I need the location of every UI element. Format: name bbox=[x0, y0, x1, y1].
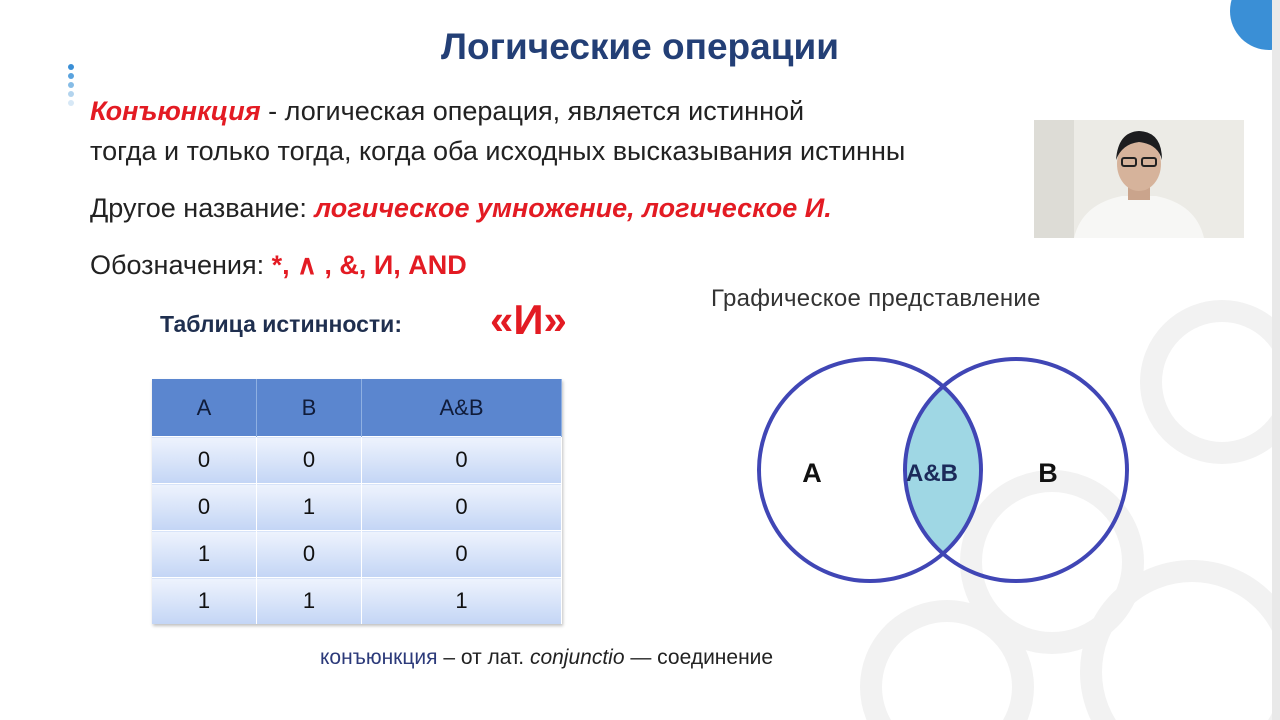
truth-table-cell: 1 bbox=[257, 578, 362, 625]
definition-line-2: тогда и только тогда, когда оба исходных высказывания истинны bbox=[90, 136, 906, 166]
truth-table-header: A bbox=[152, 379, 257, 437]
notation-line bbox=[90, 250, 467, 281]
alias-label: Другое название: bbox=[90, 193, 315, 223]
alias-line bbox=[90, 193, 832, 224]
footnote-keyword: конъюнкция bbox=[320, 646, 438, 669]
footnote-latin: conjunctio bbox=[529, 646, 625, 669]
truth-table-cell: 0 bbox=[257, 531, 362, 578]
slide-title: Логические операции bbox=[441, 26, 839, 67]
truth-table-row bbox=[152, 578, 562, 625]
truth-table bbox=[152, 379, 562, 624]
truth-table-header-row bbox=[152, 379, 562, 437]
truth-table-operator: «И» bbox=[490, 296, 567, 343]
truth-table-row bbox=[152, 531, 562, 578]
truth-table-header: A&B bbox=[362, 379, 562, 437]
truth-table-cell: 0 bbox=[152, 484, 257, 531]
truth-table-cell: 1 bbox=[362, 578, 562, 625]
venn-label-intersection: A&B bbox=[906, 460, 958, 487]
truth-table-cell: 1 bbox=[152, 531, 257, 578]
footnote-middle: – от лат. bbox=[437, 646, 530, 669]
presenter-webcam bbox=[1034, 120, 1244, 238]
truth-table-cell: 0 bbox=[152, 437, 257, 484]
truth-table-cell: 1 bbox=[257, 484, 362, 531]
venn-diagram bbox=[755, 345, 1145, 595]
truth-table-cell: 0 bbox=[257, 437, 362, 484]
presenter-image bbox=[1034, 120, 1244, 238]
footnote bbox=[320, 646, 773, 670]
definition-line-1 bbox=[90, 96, 804, 127]
alias-period: . bbox=[824, 193, 832, 223]
truth-table-cell: 1 bbox=[152, 578, 257, 625]
notation-value: *, ∧ , &, И, AND bbox=[271, 250, 467, 280]
dots-decoration bbox=[68, 64, 76, 109]
truth-table-cell: 0 bbox=[362, 437, 562, 484]
truth-table-label: Таблица истинности: bbox=[160, 311, 402, 337]
footnote-end: — соединение bbox=[624, 646, 774, 669]
truth-table-header: B bbox=[257, 379, 362, 437]
venn-label-b: B bbox=[1038, 458, 1058, 488]
truth-table-row bbox=[152, 484, 562, 531]
notation-label: Обозначения: bbox=[90, 250, 272, 280]
truth-table-cell: 0 bbox=[362, 484, 562, 531]
venn-label-a: A bbox=[802, 458, 822, 488]
definition-term: Конъюнкция bbox=[90, 96, 261, 126]
background-ring-decoration bbox=[1140, 300, 1280, 464]
graph-label: Графическое представление bbox=[711, 285, 1041, 312]
definition-text: - логическая операция, является истинной bbox=[260, 96, 805, 126]
truth-table-row bbox=[152, 437, 562, 484]
right-edge-strip bbox=[1272, 0, 1280, 720]
truth-table-cell: 0 bbox=[362, 531, 562, 578]
alias-value: логическое умножение, логическое И bbox=[314, 193, 825, 223]
